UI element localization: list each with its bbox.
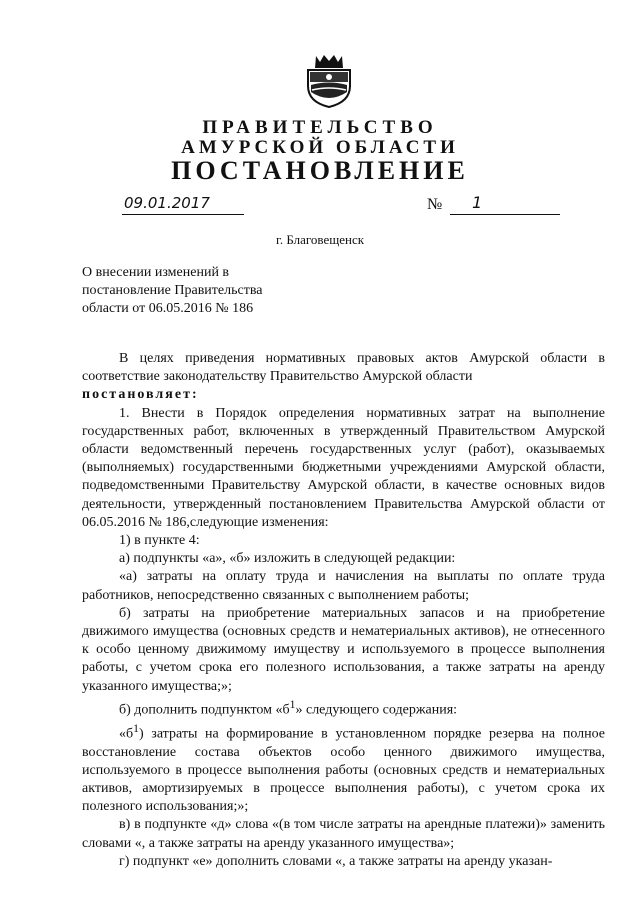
paragraph: а) подпункты «а», «б» изложить в следующей редакции: — [119, 551, 456, 567]
paragraph: «а) затраты на оплату труда и начисления на выплаты по оплате труда работников, непосредственно связанных с выполнением работы; — [82, 569, 605, 603]
preamble: В целях приведения нормативных правовых актов Амурской области в соответствие законодательству Правительство Амурской области — [82, 351, 605, 385]
number-label: № — [427, 196, 443, 213]
paragraph: в) в подпункте «д» слова «(в том числе затраты на арендные платежи)» заменить словами «, а также затраты на аренду указанного имущества»; — [82, 817, 605, 851]
paragraph: «$б^1$) затраты на формирование в установленном порядке резерва на полное восстановление состава объектов особо ценного движимого имущества, используемого в процессе выполнения работы (основных средств и нематериальных активов, амортизируемых в процессе выполнения работы), с учетом срока их полезного использования;»; — [82, 721, 605, 815]
document-body — [82, 350, 605, 871]
document-number: 1 — [450, 192, 560, 215]
city: г. Благовещенск — [275, 232, 365, 247]
document-date: 09.01.2017 — [122, 192, 244, 215]
org-name-line2: АМУРСКОЙ ОБЛАСТИ — [181, 137, 459, 158]
paragraph: 1) в пункте 4: — [119, 533, 200, 549]
resolves-word: постановляет: — [82, 387, 199, 403]
title-line: О внесении изменений в — [82, 265, 230, 280]
title-line: постановление Правительства — [82, 283, 263, 298]
paragraph: 1. Внести в Порядок определения нормативных затрат на выполнение государственных работ, включенных в утвержденный Правительством Амурской области ведомственный перечень государственных услуг (работ), оказываемых (выполняемых) государственными бюджетными учреждениями Амурской области, подведомственными Правительству Амурской области, в качестве основных видов деятельности, утвержденный постановлением Правительства Амурской области от 06.05.2016 № 186,следующие изменения: — [82, 405, 605, 530]
title-line: области от 06.05.2016 № 186 — [82, 301, 254, 316]
document-title — [82, 264, 342, 318]
amur-region-emblem-icon — [304, 52, 354, 108]
org-name-line1: ПРАВИТЕЛЬСТВО — [202, 117, 438, 138]
paragraph: б) дополнить подпунктом «$б^1$» следующего содержания: — [119, 697, 458, 718]
document-type: ПОСТАНОВЛЕНИЕ — [171, 156, 469, 185]
paragraph: г) подпункт «е» дополнить словами «, а также затраты на аренду указан- — [119, 853, 553, 869]
paragraph: б) затраты на приобретение материальных запасов и на приобретение движимого имущества (основных средств и нематериальных активов), не отнесенного к особо ценному движимому имуществу и используемого в процессе выполнения работы, с учетом срока его полезного использования, а также затраты на аренду указанного имущества;»; — [82, 605, 605, 694]
